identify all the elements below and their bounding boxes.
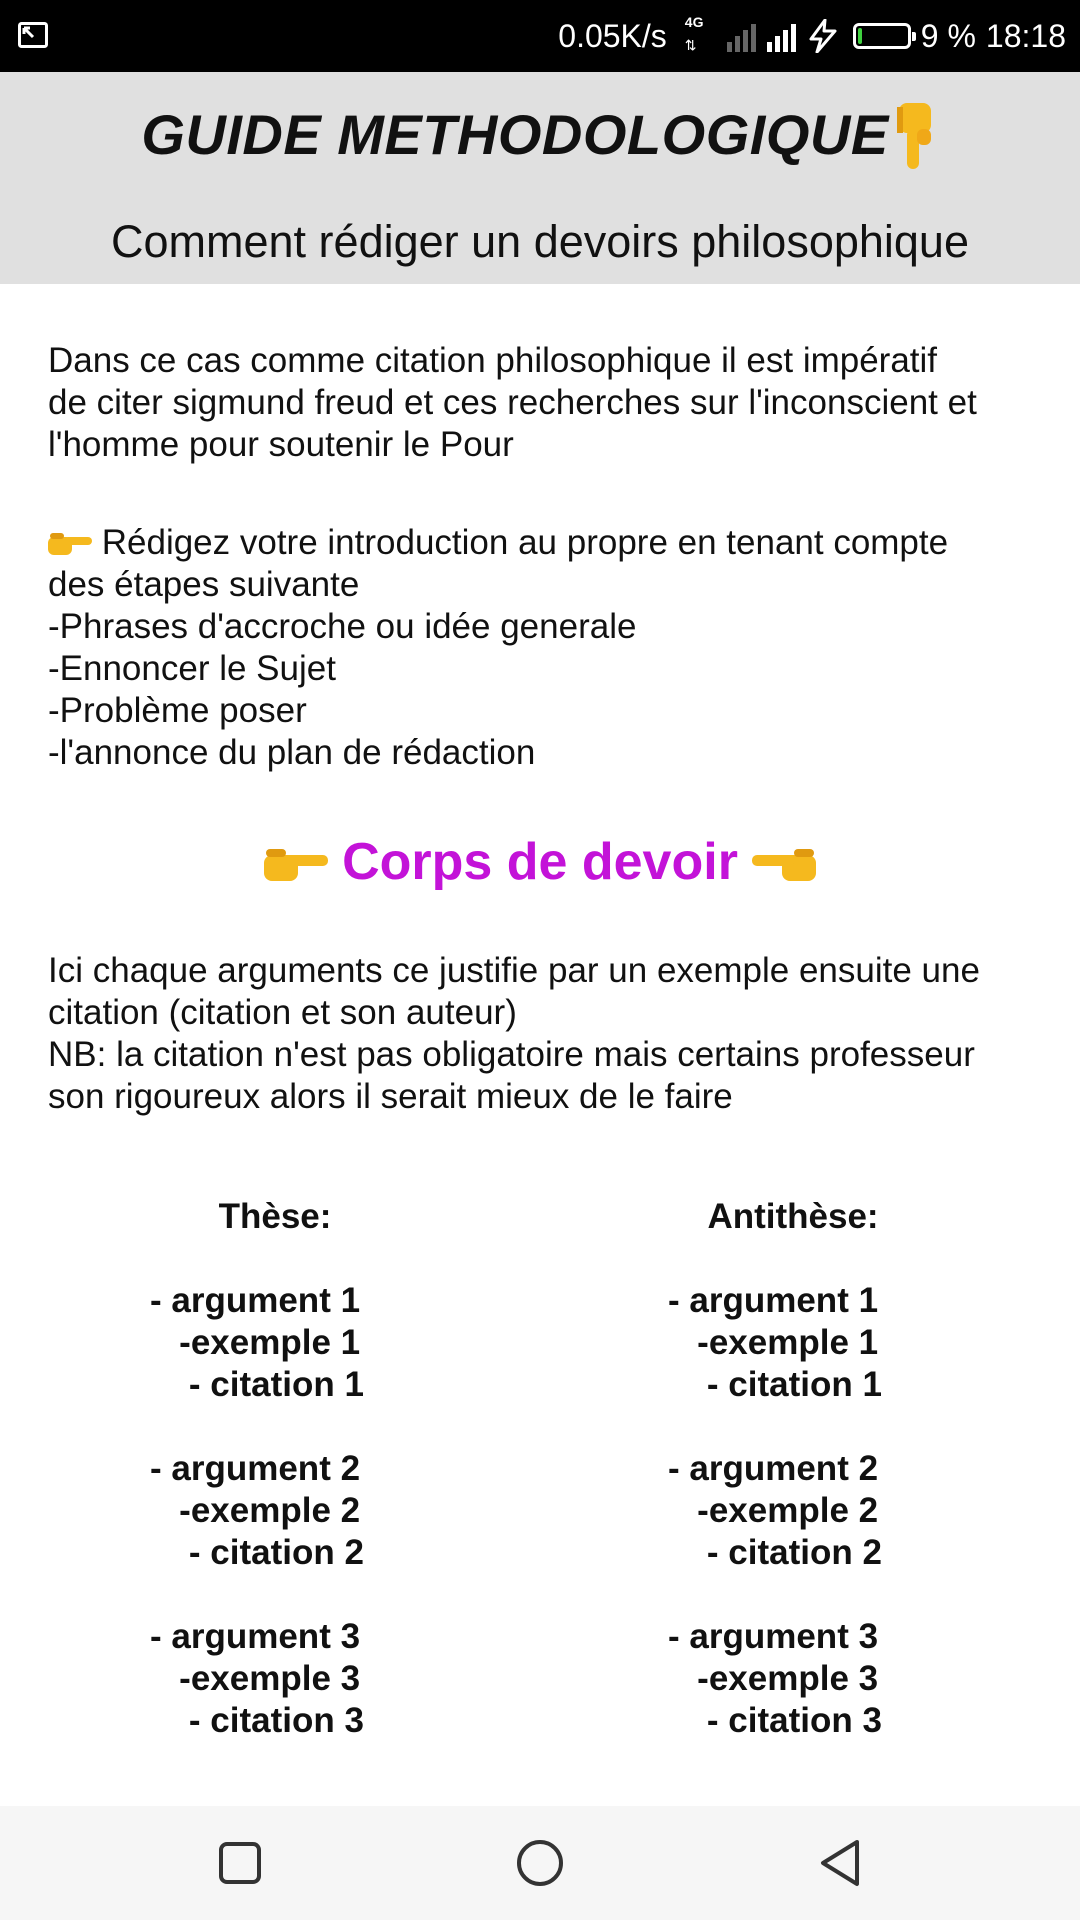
example-line: -exemple 1: [668, 1323, 879, 1362]
body-line: Ici chaque arguments ce justifie par un exemple ensuite une: [48, 951, 980, 990]
hand-pointing-right-icon: [48, 523, 102, 562]
signal-icon-weak: [727, 20, 757, 52]
these-column: [150, 1196, 400, 1784]
example-line: -exemple 2: [668, 1491, 879, 1530]
introduction-lead-cont: des étapes suivante: [48, 565, 360, 604]
citation-line: - citation 1: [150, 1365, 364, 1404]
battery-icon: [853, 23, 911, 49]
hand-pointing-left-icon: [752, 833, 816, 891]
page-title: GUIDE METHODOLOGIQUE: [0, 102, 1080, 176]
clock: 18:18: [985, 17, 1066, 54]
citation-line: - citation 1: [668, 1365, 882, 1404]
list-item: -Ennoncer le Sujet: [48, 649, 336, 688]
example-line: -exemple 3: [668, 1659, 879, 1698]
hand-pointing-right-icon: [264, 833, 342, 891]
these-group: [150, 1616, 400, 1742]
page-subtitle: Comment rédiger un devoirs philosophique: [111, 216, 969, 267]
intro-line: de citer sigmund freud et ces recherches sur l'inconscient et: [48, 383, 977, 422]
argument-line: - argument 2: [668, 1449, 879, 1488]
argument-line: - argument 3: [150, 1617, 361, 1656]
recent-apps-button[interactable]: [160, 1806, 320, 1920]
back-button[interactable]: [760, 1806, 920, 1920]
introduction-lead: Rédigez votre introduction au propre en tenant compte: [101, 523, 949, 562]
citation-line: - citation 2: [668, 1533, 882, 1572]
body-line: son rigoureux alors il serait mieux de le faire: [48, 1077, 733, 1116]
these-heading: Thèse:: [218, 1197, 332, 1236]
body-line: NB: la citation n'est pas obligatoire mais certains professeur: [48, 1035, 975, 1074]
antithese-group: [668, 1448, 918, 1574]
battery-level: [858, 28, 863, 44]
screen-cast-icon: [18, 22, 48, 48]
antithese-column: [668, 1196, 918, 1784]
list-item: -Phrases d'accroche ou idée generale: [48, 607, 637, 646]
intro-line: l'homme pour soutenir le Pour: [48, 425, 514, 464]
argument-line: - argument 1: [668, 1281, 879, 1320]
citation-line: - citation 3: [668, 1701, 882, 1740]
data-arrows-icon: ⇅: [684, 37, 697, 53]
intro-paragraph: [48, 340, 1038, 466]
example-line: -exemple 2: [150, 1491, 361, 1530]
these-group: [150, 1448, 400, 1574]
circle-home-icon: [515, 1838, 565, 1888]
citation-line: - citation 3: [150, 1701, 364, 1740]
example-line: -exemple 1: [150, 1323, 361, 1362]
network-speed: 0.05K/s: [558, 17, 667, 54]
status-bar: [0, 0, 1080, 72]
introduction-steps: [48, 522, 1038, 774]
argument-line: - argument 1: [150, 1281, 361, 1320]
home-button[interactable]: [460, 1806, 620, 1920]
triangle-back-icon: [817, 1838, 863, 1888]
antithese-group: [668, 1280, 918, 1406]
list-item: -Problème poser: [48, 691, 307, 730]
antithese-group: [668, 1616, 918, 1742]
square-recent-apps-icon: [218, 1841, 262, 1885]
body-paragraph: [48, 950, 1048, 1118]
section-title: Corps de devoir: [0, 832, 1080, 892]
antithese-heading: Antithèse:: [707, 1197, 879, 1236]
navigation-bar: [0, 1806, 1080, 1920]
citation-line: - citation 2: [150, 1533, 364, 1572]
argument-line: - argument 3: [668, 1617, 879, 1656]
charging-bolt-icon: [807, 19, 839, 53]
these-group: [150, 1280, 400, 1406]
network-type-indicator: 4G ⇅: [684, 14, 704, 53]
battery-percent: 9 %: [920, 17, 976, 54]
intro-line: Dans ce cas comme citation philosophique il est impératif: [48, 341, 938, 380]
body-line: citation (citation et son auteur): [48, 993, 517, 1032]
page-header: [0, 72, 1080, 284]
list-item: -l'annonce du plan de rédaction: [48, 733, 536, 772]
hand-pointing-down-icon: [889, 103, 939, 176]
argument-line: - argument 2: [150, 1449, 361, 1488]
example-line: -exemple 3: [150, 1659, 361, 1698]
signal-icon: [767, 20, 797, 52]
